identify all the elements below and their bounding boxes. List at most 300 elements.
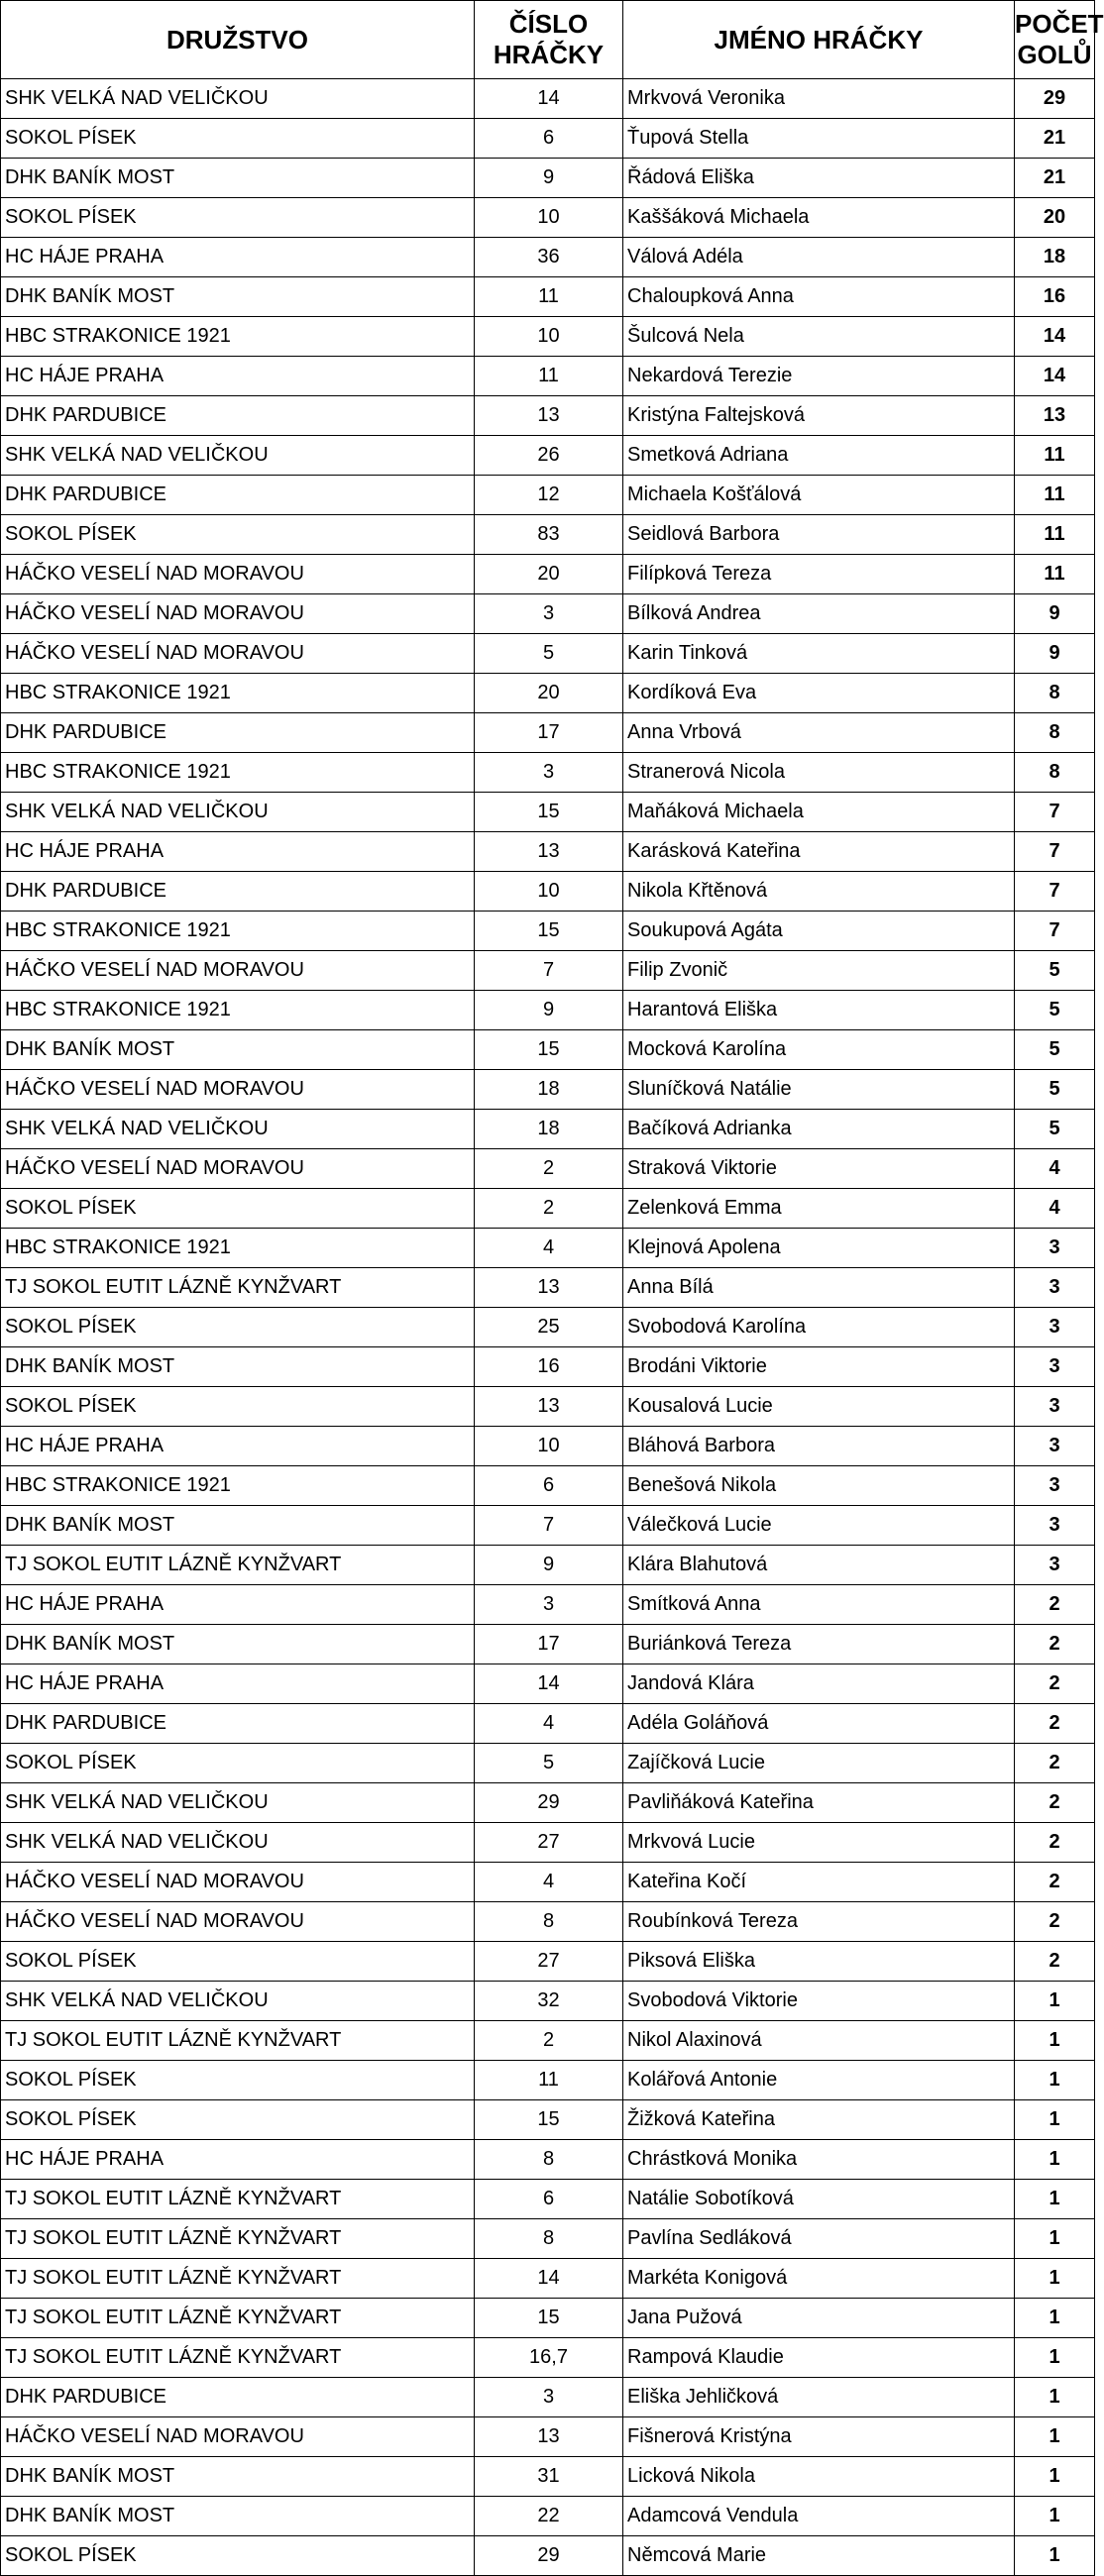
cell-goal-count: 3 (1015, 1268, 1095, 1308)
cell-team: SOKOL PÍSEK (1, 1308, 475, 1347)
cell-player-number: 3 (475, 1585, 623, 1625)
cell-player-name: Válová Adéla (623, 238, 1015, 277)
table-row (1, 2180, 1095, 2219)
cell-goal-count: 1 (1015, 2180, 1095, 2219)
cell-goal-count: 5 (1015, 991, 1095, 1030)
cell-player-number: 36 (475, 238, 623, 277)
cell-team: DHK BANÍK MOST (1, 1625, 475, 1664)
table-row (1, 357, 1095, 396)
cell-goal-count: 1 (1015, 2259, 1095, 2299)
cell-player-name: Karin Tinková (623, 634, 1015, 674)
table-row (1, 2536, 1095, 2576)
table-row (1, 872, 1095, 912)
cell-player-name: Anna Bílá (623, 1268, 1015, 1308)
cell-team: HC HÁJE PRAHA (1, 1427, 475, 1466)
cell-goal-count: 5 (1015, 1030, 1095, 1070)
table-row (1, 476, 1095, 515)
cell-player-name: Žižková Kateřina (623, 2100, 1015, 2140)
cell-player-number: 9 (475, 991, 623, 1030)
cell-team: HBC STRAKONICE 1921 (1, 1229, 475, 1268)
cell-goal-count: 3 (1015, 1546, 1095, 1585)
cell-player-name: Němcová Marie (623, 2536, 1015, 2576)
cell-player-number: 14 (475, 79, 623, 119)
table-row (1, 1189, 1095, 1229)
table-row (1, 2100, 1095, 2140)
table-row (1, 1982, 1095, 2021)
cell-player-name: Mrkvová Veronika (623, 79, 1015, 119)
table-row (1, 79, 1095, 119)
cell-team: TJ SOKOL EUTIT LÁZNĚ KYNŽVART (1, 1546, 475, 1585)
cell-player-number: 8 (475, 1902, 623, 1942)
cell-goal-count: 18 (1015, 238, 1095, 277)
cell-player-number: 2 (475, 2021, 623, 2061)
table-row (1, 1347, 1095, 1387)
cell-player-number: 7 (475, 1506, 623, 1546)
cell-player-number: 17 (475, 1625, 623, 1664)
cell-goal-count: 5 (1015, 951, 1095, 991)
cell-team: SHK VELKÁ NAD VELIČKOU (1, 1783, 475, 1823)
cell-player-number: 3 (475, 2378, 623, 2417)
cell-goal-count: 16 (1015, 277, 1095, 317)
cell-team: HC HÁJE PRAHA (1, 832, 475, 872)
cell-goal-count: 8 (1015, 753, 1095, 793)
cell-player-number: 27 (475, 1942, 623, 1982)
cell-player-number: 13 (475, 396, 623, 436)
cell-goal-count: 1 (1015, 1982, 1095, 2021)
cell-player-name: Benešová Nikola (623, 1466, 1015, 1506)
cell-goal-count: 2 (1015, 1902, 1095, 1942)
cell-player-name: Markéta Konigová (623, 2259, 1015, 2299)
cell-player-name: Svobodová Viktorie (623, 1982, 1015, 2021)
cell-goal-count: 5 (1015, 1110, 1095, 1149)
cell-goal-count: 8 (1015, 713, 1095, 753)
cell-player-name: Bílková Andrea (623, 594, 1015, 634)
table-row (1, 396, 1095, 436)
cell-player-number: 29 (475, 1783, 623, 1823)
cell-team: SOKOL PÍSEK (1, 119, 475, 159)
cell-team: DHK BANÍK MOST (1, 1506, 475, 1546)
table-row (1, 1030, 1095, 1070)
cell-goal-count: 3 (1015, 1229, 1095, 1268)
cell-team: SHK VELKÁ NAD VELIČKOU (1, 1982, 475, 2021)
cell-player-name: Michaela Košťálová (623, 476, 1015, 515)
cell-player-number: 22 (475, 2497, 623, 2536)
cell-player-name: Chrástková Monika (623, 2140, 1015, 2180)
cell-goal-count: 13 (1015, 396, 1095, 436)
cell-goal-count: 3 (1015, 1308, 1095, 1347)
cell-goal-count: 1 (1015, 2536, 1095, 2576)
cell-goal-count: 1 (1015, 2497, 1095, 2536)
cell-team: TJ SOKOL EUTIT LÁZNĚ KYNŽVART (1, 2338, 475, 2378)
table-row (1, 1427, 1095, 1466)
cell-player-name: Maňáková Michaela (623, 793, 1015, 832)
cell-team: HÁČKO VESELÍ NAD MORAVOU (1, 1149, 475, 1189)
cell-goal-count: 3 (1015, 1427, 1095, 1466)
table-row (1, 753, 1095, 793)
cell-goal-count: 1 (1015, 2061, 1095, 2100)
table-row (1, 1823, 1095, 1863)
cell-player-number: 25 (475, 1308, 623, 1347)
cell-player-name: Fišnerová Kristýna (623, 2417, 1015, 2457)
cell-player-number: 14 (475, 2259, 623, 2299)
table-row (1, 159, 1095, 198)
cell-team: HC HÁJE PRAHA (1, 1664, 475, 1704)
cell-team: SOKOL PÍSEK (1, 1387, 475, 1427)
table-row (1, 515, 1095, 555)
cell-team: SHK VELKÁ NAD VELIČKOU (1, 436, 475, 476)
cell-player-number: 4 (475, 1704, 623, 1744)
cell-goal-count: 7 (1015, 793, 1095, 832)
cell-player-number: 6 (475, 119, 623, 159)
cell-team: DHK BANÍK MOST (1, 2497, 475, 2536)
cell-goal-count: 11 (1015, 476, 1095, 515)
cell-player-name: Zelenková Emma (623, 1189, 1015, 1229)
cell-goal-count: 14 (1015, 357, 1095, 396)
cell-team: SOKOL PÍSEK (1, 515, 475, 555)
cell-player-name: Kaššáková Michaela (623, 198, 1015, 238)
cell-player-number: 3 (475, 753, 623, 793)
cell-team: HÁČKO VESELÍ NAD MORAVOU (1, 1902, 475, 1942)
table-row (1, 1625, 1095, 1664)
cell-player-number: 29 (475, 2536, 623, 2576)
cell-goal-count: 3 (1015, 1506, 1095, 1546)
cell-team: HÁČKO VESELÍ NAD MORAVOU (1, 555, 475, 594)
cell-team: SOKOL PÍSEK (1, 1942, 475, 1982)
cell-player-name: Kolářová Antonie (623, 2061, 1015, 2100)
cell-team: DHK BANÍK MOST (1, 277, 475, 317)
table-row (1, 198, 1095, 238)
cell-player-number: 6 (475, 2180, 623, 2219)
cell-player-number: 8 (475, 2219, 623, 2259)
cell-goal-count: 2 (1015, 1585, 1095, 1625)
cell-player-number: 15 (475, 793, 623, 832)
cell-player-number: 9 (475, 1546, 623, 1585)
cell-player-name: Smítková Anna (623, 1585, 1015, 1625)
cell-team: TJ SOKOL EUTIT LÁZNĚ KYNŽVART (1, 2259, 475, 2299)
table-row (1, 832, 1095, 872)
cell-player-number: 12 (475, 476, 623, 515)
cell-player-name: Zajíčková Lucie (623, 1744, 1015, 1783)
table-row (1, 1585, 1095, 1625)
table-row (1, 1863, 1095, 1902)
cell-player-number: 13 (475, 1387, 623, 1427)
cell-team: HC HÁJE PRAHA (1, 2140, 475, 2180)
cell-player-name: Anna Vrbová (623, 713, 1015, 753)
cell-team: HC HÁJE PRAHA (1, 1585, 475, 1625)
cell-player-number: 83 (475, 515, 623, 555)
cell-player-name: Karásková Kateřina (623, 832, 1015, 872)
cell-goal-count: 11 (1015, 515, 1095, 555)
cell-player-name: Kordíková Eva (623, 674, 1015, 713)
cell-team: TJ SOKOL EUTIT LÁZNĚ KYNŽVART (1, 1268, 475, 1308)
cell-goal-count: 14 (1015, 317, 1095, 357)
cell-player-name: Brodáni Viktorie (623, 1347, 1015, 1387)
cell-goal-count: 2 (1015, 1863, 1095, 1902)
cell-player-name: Bačíková Adrianka (623, 1110, 1015, 1149)
cell-player-number: 27 (475, 1823, 623, 1863)
table-row (1, 991, 1095, 1030)
cell-player-name: Buriánková Tereza (623, 1625, 1015, 1664)
cell-player-name: Jana Pužová (623, 2299, 1015, 2338)
cell-player-name: Pavlína Sedláková (623, 2219, 1015, 2259)
table-row (1, 2378, 1095, 2417)
table-row (1, 2417, 1095, 2457)
cell-player-number: 20 (475, 555, 623, 594)
table-row (1, 1149, 1095, 1189)
cell-goal-count: 2 (1015, 1942, 1095, 1982)
cell-player-name: Natálie Sobotíková (623, 2180, 1015, 2219)
cell-team: TJ SOKOL EUTIT LÁZNĚ KYNŽVART (1, 2299, 475, 2338)
table-row (1, 1070, 1095, 1110)
cell-team: TJ SOKOL EUTIT LÁZNĚ KYNŽVART (1, 2219, 475, 2259)
cell-player-name: Roubínková Tereza (623, 1902, 1015, 1942)
cell-player-number: 14 (475, 1664, 623, 1704)
cell-goal-count: 29 (1015, 79, 1095, 119)
cell-player-name: Licková Nikola (623, 2457, 1015, 2497)
table-row (1, 1783, 1095, 1823)
cell-team: DHK BANÍK MOST (1, 1347, 475, 1387)
cell-goal-count: 1 (1015, 2378, 1095, 2417)
cell-player-number: 9 (475, 159, 623, 198)
cell-team: DHK BANÍK MOST (1, 1030, 475, 1070)
cell-player-name: Pavliňáková Kateřina (623, 1783, 1015, 1823)
cell-player-number: 20 (475, 674, 623, 713)
table-row (1, 1506, 1095, 1546)
table-row (1, 2061, 1095, 2100)
cell-player-name: Chaloupková Anna (623, 277, 1015, 317)
cell-player-name: Mocková Karolína (623, 1030, 1015, 1070)
cell-goal-count: 20 (1015, 198, 1095, 238)
cell-team: HÁČKO VESELÍ NAD MORAVOU (1, 594, 475, 634)
cell-player-number: 11 (475, 277, 623, 317)
cell-team: DHK BANÍK MOST (1, 159, 475, 198)
cell-team: SHK VELKÁ NAD VELIČKOU (1, 79, 475, 119)
cell-player-number: 5 (475, 1744, 623, 1783)
cell-player-number: 15 (475, 2100, 623, 2140)
cell-player-name: Kateřina Kočí (623, 1863, 1015, 1902)
cell-goal-count: 4 (1015, 1189, 1095, 1229)
table-row (1, 2219, 1095, 2259)
cell-player-name: Klejnová Apolena (623, 1229, 1015, 1268)
table-row (1, 555, 1095, 594)
cell-team: HÁČKO VESELÍ NAD MORAVOU (1, 1863, 475, 1902)
cell-player-name: Jandová Klára (623, 1664, 1015, 1704)
cell-team: SOKOL PÍSEK (1, 2100, 475, 2140)
cell-player-number: 32 (475, 1982, 623, 2021)
cell-goal-count: 1 (1015, 2457, 1095, 2497)
cell-player-name: Sluníčková Natálie (623, 1070, 1015, 1110)
cell-player-name: Nikol Alaxinová (623, 2021, 1015, 2061)
cell-player-name: Adamcová Vendula (623, 2497, 1015, 2536)
table-row (1, 2299, 1095, 2338)
table-row (1, 1664, 1095, 1704)
cell-goal-count: 7 (1015, 912, 1095, 951)
table-row (1, 634, 1095, 674)
cell-player-name: Harantová Eliška (623, 991, 1015, 1030)
cell-player-number: 26 (475, 436, 623, 476)
cell-player-number: 16 (475, 1347, 623, 1387)
cell-team: HBC STRAKONICE 1921 (1, 1466, 475, 1506)
table-row (1, 2259, 1095, 2299)
cell-player-number: 10 (475, 317, 623, 357)
table-row (1, 2457, 1095, 2497)
cell-player-number: 15 (475, 2299, 623, 2338)
cell-team: DHK PARDUBICE (1, 713, 475, 753)
table-row (1, 317, 1095, 357)
table-body (1, 79, 1095, 2576)
cell-player-number: 16,7 (475, 2338, 623, 2378)
cell-team: DHK PARDUBICE (1, 476, 475, 515)
cell-team: SOKOL PÍSEK (1, 2536, 475, 2576)
table-row (1, 713, 1095, 753)
cell-player-name: Mrkvová Lucie (623, 1823, 1015, 1863)
cell-player-name: Rampová Klaudie (623, 2338, 1015, 2378)
cell-player-number: 7 (475, 951, 623, 991)
header-player-name: JMÉNO HRÁČKY (623, 1, 1015, 79)
table-row (1, 1229, 1095, 1268)
cell-team: HBC STRAKONICE 1921 (1, 317, 475, 357)
cell-player-name: Seidlová Barbora (623, 515, 1015, 555)
cell-player-name: Kristýna Faltejsková (623, 396, 1015, 436)
cell-player-number: 13 (475, 1268, 623, 1308)
cell-goal-count: 3 (1015, 1387, 1095, 1427)
cell-player-number: 4 (475, 1863, 623, 1902)
cell-goal-count: 1 (1015, 2100, 1095, 2140)
cell-player-name: Soukupová Agáta (623, 912, 1015, 951)
cell-goal-count: 7 (1015, 832, 1095, 872)
cell-player-name: Šulcová Nela (623, 317, 1015, 357)
cell-player-number: 15 (475, 1030, 623, 1070)
cell-goal-count: 2 (1015, 1823, 1095, 1863)
cell-goal-count: 5 (1015, 1070, 1095, 1110)
cell-team: TJ SOKOL EUTIT LÁZNĚ KYNŽVART (1, 2180, 475, 2219)
cell-player-number: 10 (475, 872, 623, 912)
header-row (1, 1, 1095, 79)
cell-team: HÁČKO VESELÍ NAD MORAVOU (1, 1070, 475, 1110)
cell-player-number: 11 (475, 357, 623, 396)
cell-player-number: 3 (475, 594, 623, 634)
cell-player-name: Filip Zvonič (623, 951, 1015, 991)
table-row (1, 1387, 1095, 1427)
cell-player-name: Filípková Tereza (623, 555, 1015, 594)
cell-team: DHK PARDUBICE (1, 872, 475, 912)
table-row (1, 793, 1095, 832)
table-row (1, 119, 1095, 159)
cell-team: HBC STRAKONICE 1921 (1, 753, 475, 793)
cell-player-number: 18 (475, 1110, 623, 1149)
cell-player-name: Nikola Křtěnová (623, 872, 1015, 912)
cell-goal-count: 7 (1015, 872, 1095, 912)
cell-goal-count: 11 (1015, 555, 1095, 594)
cell-goal-count: 1 (1015, 2338, 1095, 2378)
table-row (1, 674, 1095, 713)
cell-goal-count: 2 (1015, 1704, 1095, 1744)
cell-player-name: Nekardová Terezie (623, 357, 1015, 396)
cell-team: HBC STRAKONICE 1921 (1, 912, 475, 951)
cell-team: HBC STRAKONICE 1921 (1, 674, 475, 713)
table-row (1, 1110, 1095, 1149)
cell-goal-count: 2 (1015, 1664, 1095, 1704)
cell-team: HC HÁJE PRAHA (1, 238, 475, 277)
cell-team: HC HÁJE PRAHA (1, 357, 475, 396)
cell-player-name: Smetková Adriana (623, 436, 1015, 476)
cell-goal-count: 2 (1015, 1625, 1095, 1664)
table-row (1, 1704, 1095, 1744)
cell-team: DHK PARDUBICE (1, 1704, 475, 1744)
cell-player-number: 2 (475, 1149, 623, 1189)
cell-player-number: 10 (475, 1427, 623, 1466)
cell-player-number: 10 (475, 198, 623, 238)
cell-player-name: Bláhová Barbora (623, 1427, 1015, 1466)
cell-goal-count: 1 (1015, 2299, 1095, 2338)
table-row (1, 436, 1095, 476)
cell-team: SHK VELKÁ NAD VELIČKOU (1, 793, 475, 832)
cell-player-number: 18 (475, 1070, 623, 1110)
header-team: DRUŽSTVO (1, 1, 475, 79)
cell-team: SOKOL PÍSEK (1, 1744, 475, 1783)
cell-player-name: Piksová Eliška (623, 1942, 1015, 1982)
cell-goal-count: 1 (1015, 2417, 1095, 2457)
cell-player-number: 4 (475, 1229, 623, 1268)
cell-team: SHK VELKÁ NAD VELIČKOU (1, 1823, 475, 1863)
table-row (1, 2140, 1095, 2180)
cell-player-name: Eliška Jehličková (623, 2378, 1015, 2417)
cell-player-name: Svobodová Karolína (623, 1308, 1015, 1347)
cell-player-number: 13 (475, 832, 623, 872)
cell-goal-count: 11 (1015, 436, 1095, 476)
cell-goal-count: 1 (1015, 2140, 1095, 2180)
cell-player-name: Kousalová Lucie (623, 1387, 1015, 1427)
cell-team: HÁČKO VESELÍ NAD MORAVOU (1, 634, 475, 674)
cell-goal-count: 3 (1015, 1466, 1095, 1506)
cell-team: DHK PARDUBICE (1, 396, 475, 436)
cell-player-number: 2 (475, 1189, 623, 1229)
cell-player-name: Ťupová Stella (623, 119, 1015, 159)
cell-team: SHK VELKÁ NAD VELIČKOU (1, 1110, 475, 1149)
cell-goal-count: 1 (1015, 2021, 1095, 2061)
cell-team: SOKOL PÍSEK (1, 1189, 475, 1229)
cell-team: DHK PARDUBICE (1, 2378, 475, 2417)
table-row (1, 1466, 1095, 1506)
cell-goal-count: 2 (1015, 1744, 1095, 1783)
table-row (1, 2338, 1095, 2378)
cell-goal-count: 9 (1015, 634, 1095, 674)
table-row (1, 1268, 1095, 1308)
cell-team: SOKOL PÍSEK (1, 2061, 475, 2100)
cell-player-name: Řádová Eliška (623, 159, 1015, 198)
cell-player-name: Stranerová Nicola (623, 753, 1015, 793)
table-row (1, 1546, 1095, 1585)
cell-goal-count: 2 (1015, 1783, 1095, 1823)
cell-goal-count: 1 (1015, 2219, 1095, 2259)
cell-team: DHK BANÍK MOST (1, 2457, 475, 2497)
cell-player-number: 17 (475, 713, 623, 753)
cell-team: HÁČKO VESELÍ NAD MORAVOU (1, 2417, 475, 2457)
cell-player-number: 31 (475, 2457, 623, 2497)
cell-goal-count: 21 (1015, 119, 1095, 159)
table-row (1, 277, 1095, 317)
cell-player-number: 15 (475, 912, 623, 951)
cell-team: HÁČKO VESELÍ NAD MORAVOU (1, 951, 475, 991)
cell-player-number: 13 (475, 2417, 623, 2457)
cell-team: TJ SOKOL EUTIT LÁZNĚ KYNŽVART (1, 2021, 475, 2061)
cell-goal-count: 3 (1015, 1347, 1095, 1387)
header-goal-count: POČET GOLŮ (1015, 1, 1095, 79)
cell-goal-count: 21 (1015, 159, 1095, 198)
table-row (1, 2497, 1095, 2536)
table-row (1, 238, 1095, 277)
cell-player-number: 11 (475, 2061, 623, 2100)
